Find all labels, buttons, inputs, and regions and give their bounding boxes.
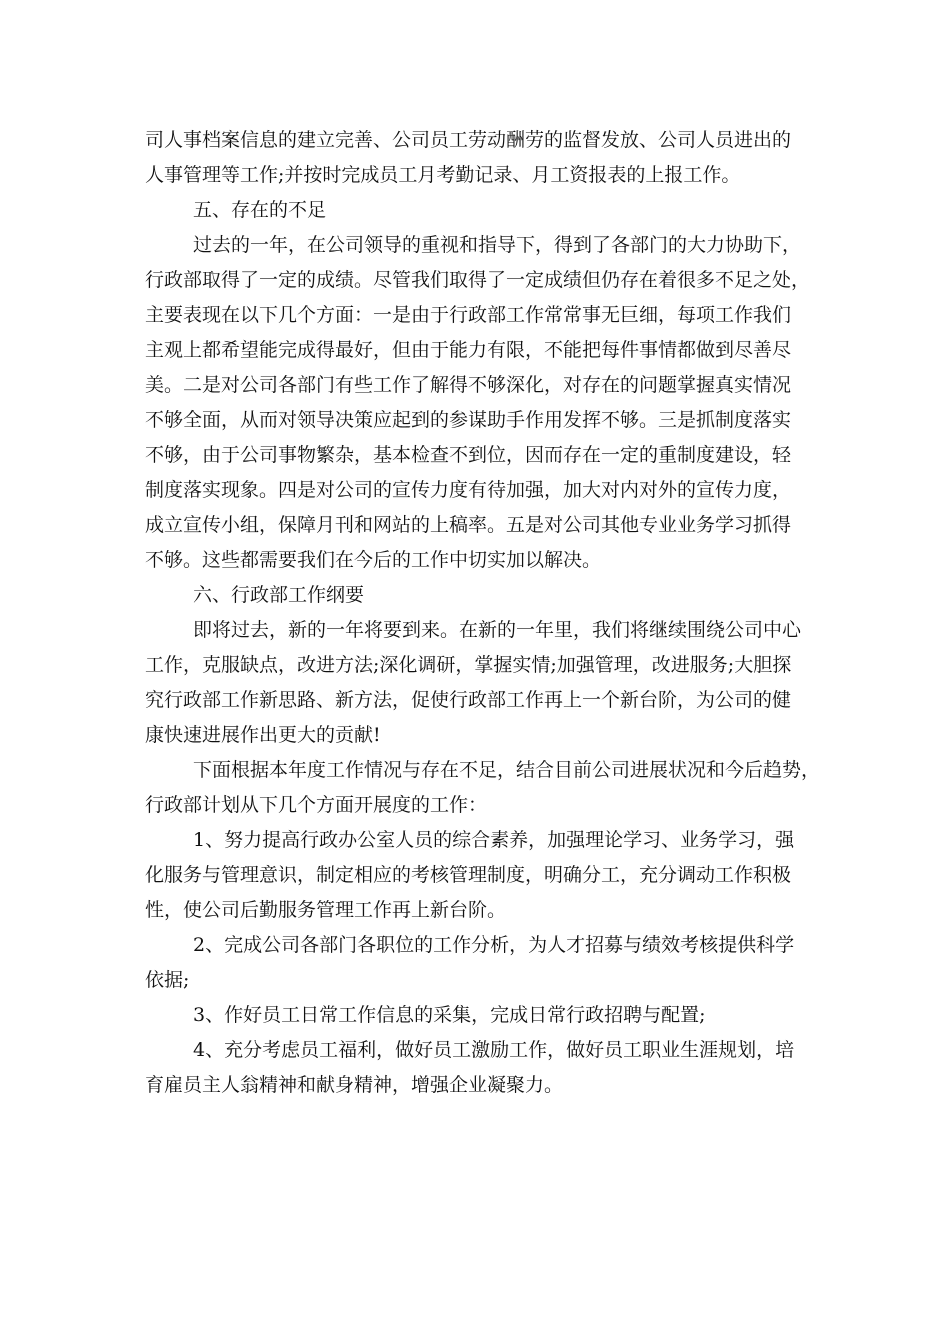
body-text-line: 不够。这些都需要我们在今后的工作中切实加以解决。 (145, 549, 602, 571)
list-item-1: 1、努力提高行政办公室人员的综合素养，加强理论学习、业务学习，强 (193, 829, 795, 851)
body-text-line: 不够全面，从而对领导决策应起到的参谋助手作用发挥不够。三是抓制度落实 (145, 409, 792, 431)
body-text-line: 行政部计划从下几个方面开展度的工作： (145, 794, 488, 816)
body-text-line: 工作，克服缺点，改进方法;深化调研，掌握实情;加强管理，改进服务;大胆探 (145, 654, 792, 676)
body-text-line: 人事管理等工作;并按时完成员工月考勤记录、月工资报表的上报工作。 (145, 164, 741, 186)
body-text-line: 育雇员主人翁精神和献身精神，增强企业凝聚力。 (145, 1074, 564, 1096)
body-text-line: 行政部取得了一定的成绩。尽管我们取得了一定成绩但仍存在着很多不足之处， (145, 269, 811, 291)
list-item-2: 2、完成公司各部门各职位的工作分析，为人才招募与绩效考核提供科学 (193, 934, 795, 956)
body-text-line: 美。二是对公司各部门有些工作了解得不够深化，对存在的问题掌握真实情况 (145, 374, 792, 396)
body-text-line: 司人事档案信息的建立完善、公司员工劳动酬劳的监督发放、公司人员进出的 (145, 129, 792, 151)
body-text-line: 成立宣传小组，保障月刊和网站的上稿率。五是对公司其他专业业务学习抓得 (145, 514, 792, 536)
section-heading-shortcomings: 五、存在的不足 (193, 199, 327, 221)
body-text-line: 过去的一年，在公司领导的重视和指导下，得到了各部门的大力协助下， (193, 234, 802, 256)
body-text-line: 不够，由于公司事物繁杂，基本检查不到位，因而存在一定的重制度建设，轻 (145, 444, 792, 466)
body-text-line: 制度落实现象。四是对公司的宣传力度有待加强，加大对内对外的宣传力度， (145, 479, 792, 501)
list-item-4: 4、充分考虑员工福利，做好员工激励工作，做好员工职业生涯规划，培 (193, 1039, 795, 1061)
body-text-line: 性，使公司后勤服务管理工作再上新台阶。 (145, 899, 507, 921)
list-item-3: 3、作好员工日常工作信息的采集，完成日常行政招聘与配置; (193, 1004, 706, 1026)
body-text-line: 即将过去，新的一年将要到来。在新的一年里，我们将继续围绕公司中心 (193, 619, 802, 641)
body-text-line: 依据; (145, 969, 190, 991)
body-text-line: 主要表现在以下几个方面：一是由于行政部工作常常事无巨细，每项工作我们 (145, 304, 792, 326)
body-text-line: 下面根据本年度工作情况与存在不足，结合目前公司进展状况和今后趋势， (193, 759, 821, 781)
body-text-line: 究行政部工作新思路、新方法，促使行政部工作再上一个新台阶，为公司的健 (145, 689, 792, 711)
body-text-line: 化服务与管理意识，制定相应的考核管理制度，明确分工，充分调动工作积极 (145, 864, 792, 886)
body-text-line: 主观上都希望能完成得最好，但由于能力有限，不能把每件事情都做到尽善尽 (145, 339, 792, 361)
body-text-line: 康快速进展作出更大的贡献! (145, 724, 381, 746)
section-heading-work-outline: 六、行政部工作纲要 (193, 584, 365, 606)
